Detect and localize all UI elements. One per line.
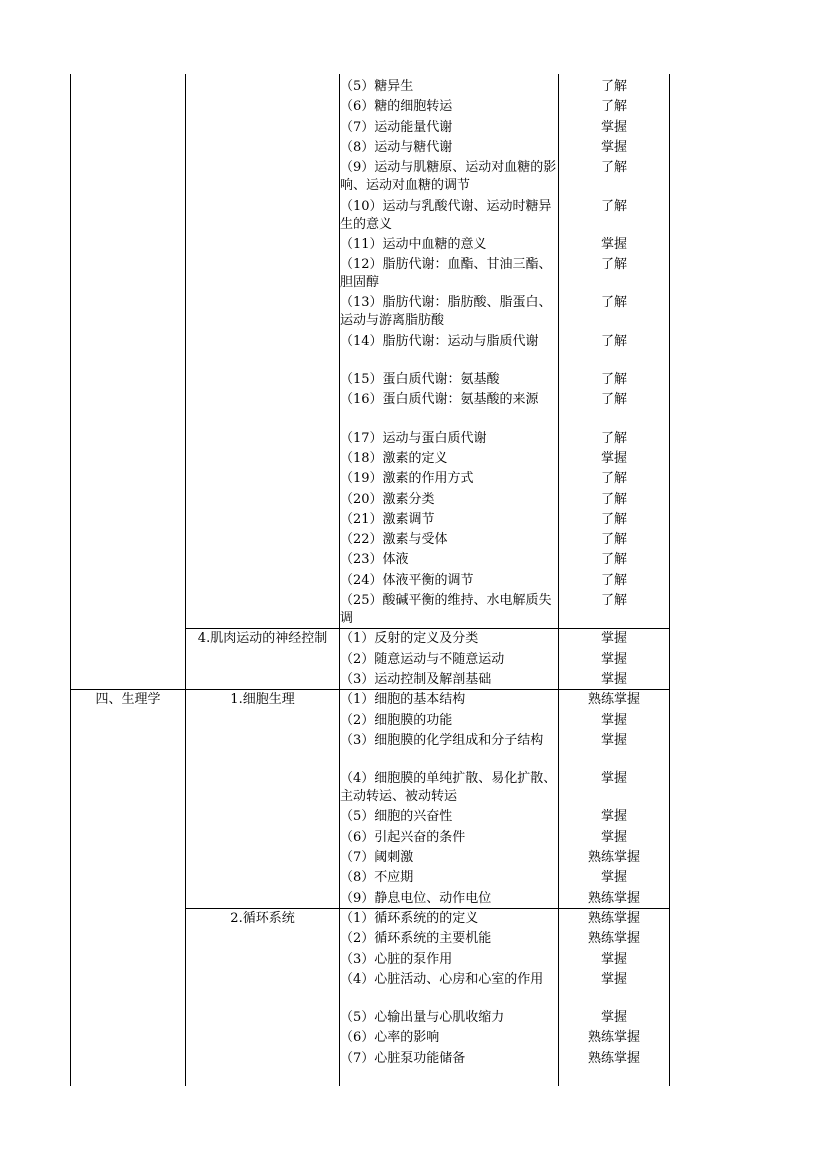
table-row-item: （16）蛋白质代谢：氨基酸的来源 — [340, 392, 539, 408]
table-row-level: 了解 — [600, 198, 627, 214]
table-row-item: （5）细胞的兴奋性 — [340, 809, 453, 825]
table-row-item: （4）细胞膜的单纯扩散、易化扩散、主动转运、被动转运 — [340, 771, 557, 805]
table-row-item: （24）体液平衡的调节 — [340, 572, 474, 588]
table-row-level: 了解 — [600, 99, 627, 115]
table-border-right — [669, 74, 670, 1086]
table-row-level: 了解 — [600, 430, 627, 446]
subgroup-title: 4.肌肉运动的神经控制 — [197, 631, 328, 647]
subgroup-title: 1.细胞生理 — [230, 692, 295, 708]
table-row-item: （20）激素分类 — [340, 491, 435, 507]
table-row-level: 掌握 — [600, 139, 627, 155]
table-row-level: 了解 — [600, 593, 627, 608]
table-row-level: 掌握 — [600, 119, 627, 135]
table-row-level: 熟练掌握 — [587, 931, 640, 947]
table-row-level: 掌握 — [600, 971, 627, 987]
table-row-item: （2）细胞膜的功能 — [340, 712, 453, 728]
table-row-level: 熟练掌握 — [587, 1050, 640, 1066]
table-row-level: 了解 — [600, 333, 627, 349]
table-row-item: （5）糖异生 — [340, 79, 414, 94]
table-row-item: （9）运动与肌糖原、运动对血糖的影响、运动对血糖的调节 — [340, 160, 557, 194]
table-row-item: （5）心输出量与心肌收缩力 — [340, 1010, 505, 1026]
table-row-level: 熟练掌握 — [587, 850, 640, 865]
table-row-level: 掌握 — [600, 771, 627, 787]
table-row-item: （9）静息电位、动作电位 — [340, 890, 492, 906]
table-row-item: （18）激素的定义 — [340, 450, 448, 466]
table-row-level: 熟练掌握 — [587, 692, 640, 708]
table-row-item: （13）脂肪代谢：脂肪酸、脂蛋白、运动与游离脂肪酸 — [340, 295, 552, 329]
table-row-level: 了解 — [600, 79, 627, 94]
table-row-item: （6）心率的影响 — [340, 1030, 440, 1046]
table-row-item: （15）蛋白质代谢：氨基酸 — [340, 372, 500, 387]
group-divider — [70, 689, 670, 690]
table-row-level: 掌握 — [600, 732, 627, 748]
table-row-item: （25）酸碱平衡的维持、水电解质失调 — [340, 593, 552, 626]
table-row-item: （2）循环系统的主要机能 — [340, 931, 492, 947]
table-row-item: （10）运动与乳酸代谢、运动时糖异生的意义 — [340, 198, 552, 232]
table-row-level: 熟练掌握 — [587, 910, 640, 926]
table-row-level: 了解 — [600, 372, 627, 387]
table-row-item: （1）细胞的基本结构 — [340, 692, 466, 708]
table-row-item: （8）不应期 — [340, 870, 414, 886]
table-row-level: 掌握 — [600, 631, 627, 647]
table-row-item: （3）心脏的泵作用 — [340, 951, 453, 967]
table-row-item: （6）糖的细胞转运 — [340, 99, 453, 115]
table-row-item: （8）运动与糖代谢 — [340, 139, 453, 155]
table-row-level: 了解 — [600, 392, 627, 408]
table-row-level: 熟练掌握 — [587, 890, 640, 906]
table-row-item: （12）脂肪代谢：血酯、甘油三酯、胆固醇 — [340, 257, 552, 291]
table-row-level: 掌握 — [600, 809, 627, 825]
table-row-level: 了解 — [600, 471, 627, 487]
table-row-item: （19）激素的作用方式 — [340, 471, 474, 487]
table-row-item: （1）循环系统的的定义 — [340, 910, 479, 926]
table-row-item: （4）心脏活动、心房和心室的作用 — [340, 971, 544, 987]
table-row-item: （3）运动控制及解剖基础 — [340, 671, 492, 687]
subgroup-title: 2.循环系统 — [230, 910, 295, 926]
table-border-left — [70, 74, 71, 1086]
table-row-level: 了解 — [600, 532, 627, 548]
subgroup-divider — [185, 628, 670, 629]
table-row-level: 了解 — [600, 572, 627, 588]
table-row-level: 掌握 — [600, 236, 627, 252]
category-label: 四、生理学 — [95, 692, 161, 708]
table-row-level: 了解 — [600, 552, 627, 568]
table-row-item: （7）运动能量代谢 — [340, 119, 453, 135]
table-row-level: 掌握 — [600, 870, 627, 886]
table-row-item: （23）体液 — [340, 552, 409, 568]
table-row-item: （17）运动与蛋白质代谢 — [340, 430, 487, 446]
table-row-level: 了解 — [600, 295, 627, 311]
table-row-level: 了解 — [600, 160, 627, 176]
table-row-item: （7）心脏泵功能储备 — [340, 1050, 466, 1066]
table-row-level: 掌握 — [600, 1010, 627, 1026]
table-row-level: 了解 — [600, 257, 627, 273]
table-row-item: （14）脂肪代谢：运动与脂质代谢 — [340, 333, 539, 349]
table-row-level: 掌握 — [600, 951, 627, 967]
table-row-level: 掌握 — [600, 671, 627, 687]
table-row-item: （3）细胞膜的化学组成和分子结构 — [340, 732, 544, 748]
column-divider-1 — [185, 74, 186, 1086]
table-row-item: （1）反射的定义及分类 — [340, 631, 479, 647]
table-row-level: 熟练掌握 — [587, 1030, 640, 1046]
subgroup-divider — [185, 908, 670, 909]
table-row-level: 掌握 — [600, 651, 627, 667]
table-row-item: （6）引起兴奋的条件 — [340, 829, 466, 845]
table-row-level: 了解 — [600, 491, 627, 507]
table-row-item: （2）随意运动与不随意运动 — [340, 651, 505, 667]
syllabus-table — [70, 74, 670, 1086]
table-row-item: （22）激素与受体 — [340, 532, 448, 548]
table-row-level: 了解 — [600, 511, 627, 527]
table-row-item: （21）激素调节 — [340, 511, 435, 527]
table-row-level: 掌握 — [600, 450, 627, 466]
table-row-level: 掌握 — [600, 829, 627, 845]
table-row-item: （7）阈刺激 — [340, 850, 414, 865]
table-row-level: 掌握 — [600, 712, 627, 728]
table-row-item: （11）运动中血糖的意义 — [340, 236, 487, 252]
